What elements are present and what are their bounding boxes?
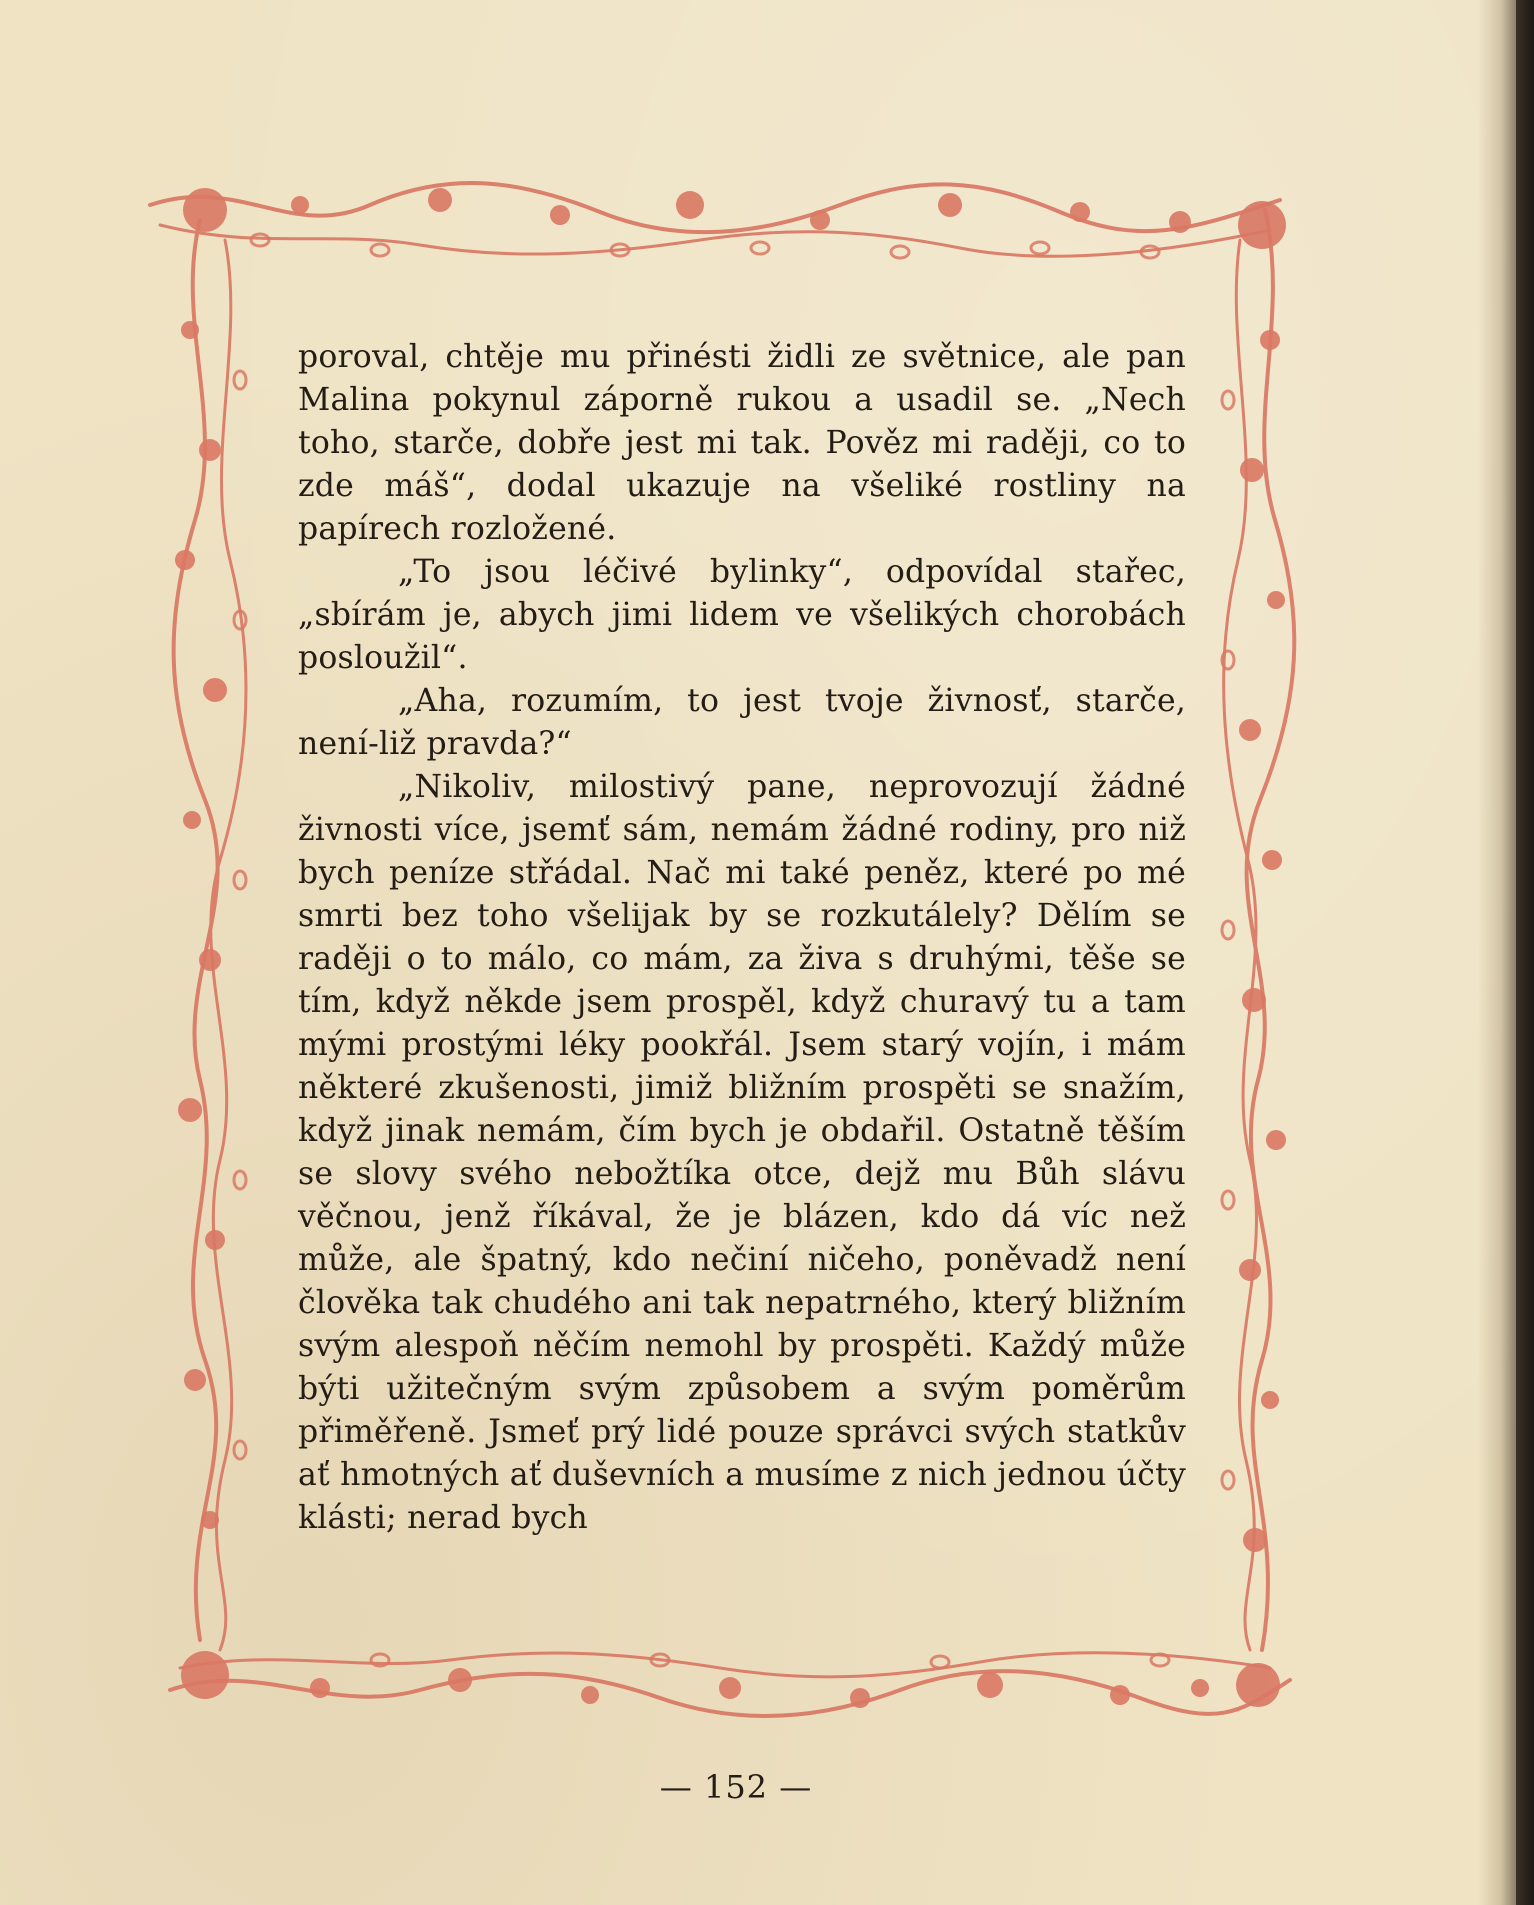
book-edge (1516, 0, 1534, 1905)
paragraph-4: „Nikoliv, milostivý pane, neprovozují žádné živnosti více, jsemť sám, nemám žádné rodiny, pro niž bych peníze střádal. Nač mi také peněz, které po mé smrti bez toho všelijak by se rozkutálely? Dělím se raději o to málo, co mám, za živa s druhými, těše se tím, když někde jsem prospěl, když churavý tu a tam mými prostými léky pookřál. Jsem starý vojín, i mám některé zkušenosti, jimiž bližním prospěti se snažím, když jinak nemám, čím bych je obdařil. Ostatně těším se slovy svého nebožtíka otce, dejž mu Bůh slávu věčnou, jenž říkával, že je blázen, kdo dá víc než může, ale špatný, kdo nečiní ničeho, poněvadž není člověka tak chudého ani tak nepatrného, který bližním svým alespoň něčím nemohl by prospěti. Každý může býti užitečným svým způsobem a svým poměrům přiměřeně. Jsmeť prý lidé pouze správci svých statkův ať hmotných ať duševních a musíme z nich jednou účty klásti; nerad bych (298, 769, 1186, 1536)
paragraph-1: poroval, chtěje mu přinésti židli ze světnice, ale pan Malina pokynul záporně rukou a usadil se. „Nech toho, starče, dobře jest mi tak. Pověz mi raději, co to zde máš“, dodal ukazuje na všeliké rostliny na papírech rozložené. (298, 339, 1186, 547)
page-number: — 152 — (659, 1768, 813, 1806)
page-gutter-shadow (1478, 0, 1516, 1905)
paragraph-2: „To jsou léčivé bylinky“, odpovídal stařec, „sbírám je, abych jimi lidem ve všelikých chorobách posloužil“. (298, 554, 1186, 676)
body-text (298, 336, 1186, 1540)
paragraph-3: „Aha, rozumím, to jest tvoje živnosť, starče, není-liž pravda?“ (298, 683, 1186, 762)
